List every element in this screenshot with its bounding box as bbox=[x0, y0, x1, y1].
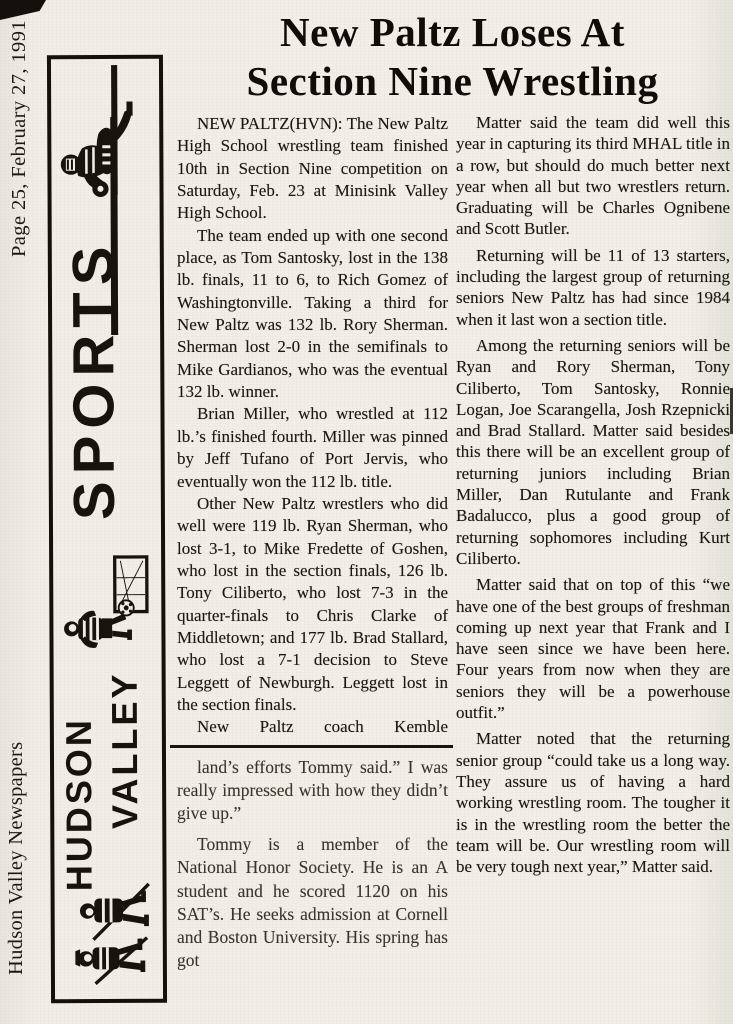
article-paragraph: The team ended up with one second place, as Tom Santosky, lost in the 138 lb. finals, 11 to 6, to Rich Gomez of Washingtonville. Taking a third for New Paltz was 132 lb. Rory Sherman. Sherman lost 2-0 in the semifinals to Mike Gardianos, who was the eventual 132 lb. winner. bbox=[177, 225, 448, 402]
article-paragraph: Matter said that on top of this “we have one of the best groups of freshman coming up next year that Frank and I have seen since we have been here. Four years from now when they are seniors they will be a powerhouse outfit.” bbox=[456, 575, 730, 723]
headline-line-2: Section Nine Wrestling bbox=[246, 58, 659, 104]
page-date-label: Page 25, February 27, 1991 bbox=[8, 20, 30, 258]
baseball-catcher-illustration bbox=[53, 59, 156, 201]
article-paragraph: Matter noted that the returning senior group “could take us a long way. They assure us of having a hard working wrestling room. The tougher it is in the wrestling room the better the team will be. Our wrestling room will be very tough next year,” Matter said. bbox=[456, 729, 730, 877]
region-label-hudson: HUDSON bbox=[57, 717, 100, 892]
fragment-paragraph: Tommy is a member of the National Honor Society. He is an A student and he scored 1120 on his SAT’s. He seeks admission at Cornell and Boston University. His spring has got bbox=[177, 834, 448, 971]
article-paragraph: NEW PALTZ(HVN): The New Paltz High School wrestling team finished 10th in Section Nine competition on Saturday, Feb. 23 at Minisink Valley High School. bbox=[177, 114, 448, 223]
scan-corner-artifact bbox=[0, 0, 46, 20]
sports-banner-title: SPORTS bbox=[60, 239, 127, 521]
article-paragraph: Brian Miller, who wrestled at 112 lb.’s finished fourth. Miller was pinned by Jeff Tufano of Port Jervis, who eventually won the 112 lb. title. bbox=[177, 404, 448, 491]
section-divider bbox=[170, 745, 453, 748]
article-paragraph: Among the returning seniors will be Ryan and Rory Sherman, Tony Ciliberto, Tom Santosky, Ronnie Logan, Joe Scarangella, Josh Rzepnicki and Brad Stallard. Matter said besides this there will be an excellent group of returning juniors including Brian Miller, Dan Rutulante and Frank Badalucco, plus a good group of returning sophomores including Kurt Ciliberto. bbox=[456, 335, 730, 568]
publisher-label: Hudson Valley Newspapers bbox=[5, 742, 27, 976]
hockey-players-illustration bbox=[54, 865, 163, 999]
article-paragraph: Matter said the team did well this year in capturing its third MHAL title in a row, but should do much better next year when all but two wrestlers return. Graduating will be Charles Ognibene and Scott Butler. bbox=[456, 113, 730, 239]
hockey-players-art bbox=[54, 865, 163, 999]
sports-banner bbox=[47, 55, 167, 1003]
region-label-valley: VALLEY bbox=[103, 671, 146, 830]
baseball-catcher-art bbox=[53, 59, 156, 201]
fragment-paragraph: land’s efforts Tommy said.” I was really impressed with how they didn’t give up.” bbox=[177, 756, 448, 824]
article-paragraph: Other New Paltz wrestlers who did well were 119 lb. Ryan Sherman, who lost 3-1, to Mike Fredette of Goshen, who lost in the section finals, 126 lb. Tony Ciliberto, who lost 7-3 in the quarter-finals to Chris Clarke of Middletown; and 177 lb. Brad Stallard, who lost a 7-1 decision to Steve Leggett of Newburgh. Leggett lost in the section finals. bbox=[177, 493, 448, 714]
article-headline bbox=[178, 8, 727, 106]
headline-line-1: New Paltz Loses At bbox=[280, 9, 625, 55]
article-paragraph: New Paltz coach Kemble bbox=[197, 717, 448, 737]
article-paragraph: Returning will be 11 of 13 starters, including the largest group of returning seniors New Paltz has had since 1984 when it last won a section title. bbox=[456, 245, 730, 329]
fragment-article bbox=[177, 756, 448, 973]
article-column-left bbox=[177, 113, 448, 972]
article-column-right bbox=[456, 112, 730, 882]
